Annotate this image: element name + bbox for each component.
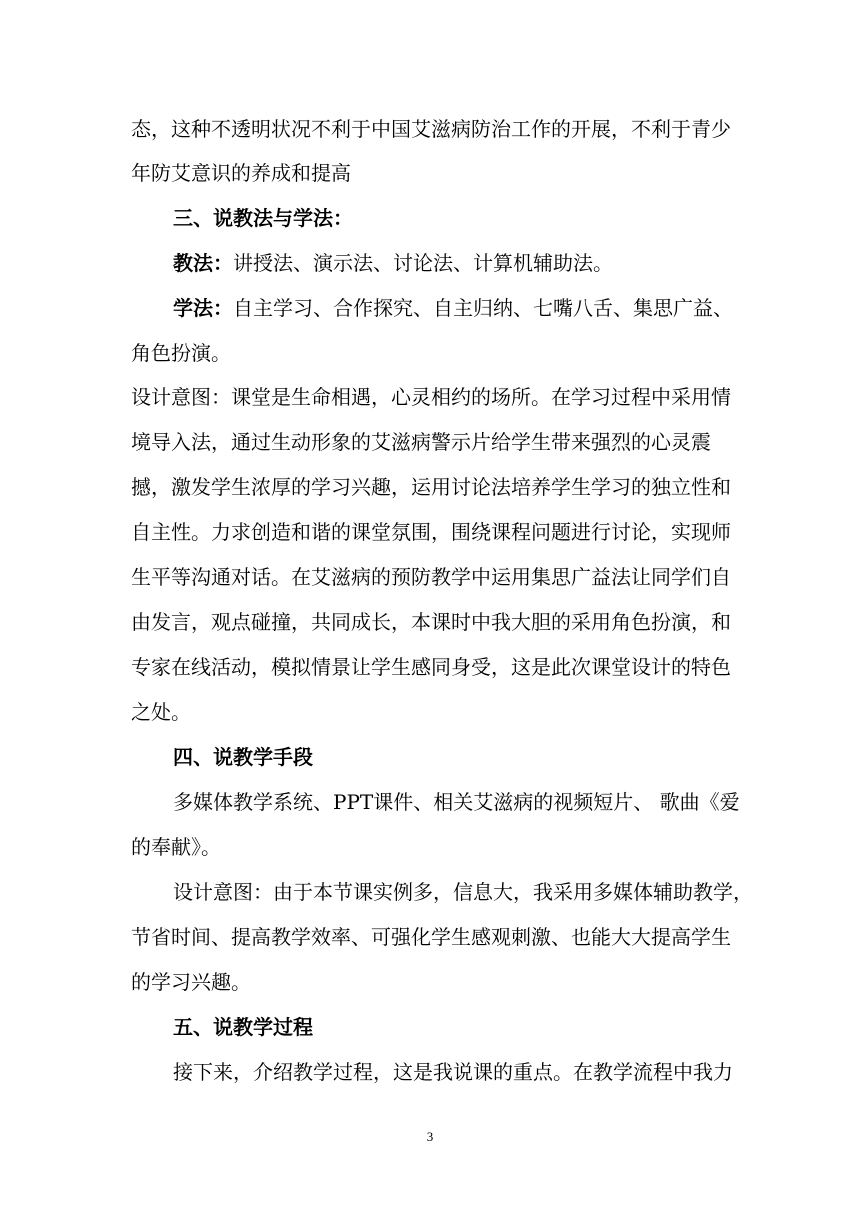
- learning-methods-label: 学法：: [173, 296, 233, 320]
- learning-methods-line: [173, 296, 775, 320]
- section-heading: 五、说教学过程: [173, 1015, 313, 1039]
- text-line: 多媒体教学系统、PPT课件、相关艾滋病的视频短片、 歌曲《爱: [173, 790, 740, 814]
- text-line: 的奉献》。: [131, 835, 221, 859]
- text-line: 撼，激发学生浓厚的学习兴趣，运用讨论法培养学生学习的独立性和: [131, 475, 731, 499]
- text-line: 态，这种不透明状况不利于中国艾滋病防治工作的开展，不利于青少: [131, 117, 731, 141]
- section-heading: 四、说教学手段: [173, 745, 313, 769]
- text-line: 节省时间、提高教学效率、可强化学生感观刺激、也能大大提高学生: [131, 925, 731, 949]
- text-line: 角色扮演。: [131, 341, 231, 365]
- text-line: 专家在线活动，模拟情景让学生感同身受，这是此次课堂设计的特色: [131, 655, 731, 679]
- learning-methods-text: 自主学习、合作探究、自主归纳、七嘴八舌、集思广益、: [233, 296, 733, 320]
- text-line: 境导入法，通过生动形象的艾滋病警示片给学生带来强烈的心灵震: [131, 430, 711, 454]
- text-line: 之处。: [131, 700, 191, 724]
- text-line: 设计意图：课堂是生命相遇，心灵相约的场所。在学习过程中采用情: [131, 385, 731, 409]
- text-line: 的学习兴趣。: [131, 970, 251, 994]
- teaching-methods-line: [173, 251, 775, 275]
- text-line: 年防艾意识的养成和提高: [131, 161, 351, 185]
- section-heading: 三、说教法与学法：: [173, 206, 353, 230]
- teaching-methods-text: 讲授法、演示法、讨论法、计算机辅助法。: [233, 251, 613, 275]
- text-line: 由发言，观点碰撞，共同成长，本课时中我大胆的采用角色扮演，和: [131, 610, 731, 634]
- text-line: 自主性。力求创造和谐的课堂氛围，围绕课程问题进行讨论，实现师: [131, 520, 731, 544]
- text-line: 接下来，介绍教学过程，这是我说课的重点。在教学流程中我力: [173, 1060, 733, 1084]
- page-number: 3: [426, 1129, 434, 1144]
- teaching-methods-label: 教法：: [173, 251, 233, 275]
- text-line: 设计意图：由于本节课实例多，信息大，我采用多媒体辅助教学，: [173, 880, 753, 904]
- text-line: 生平等沟通对话。在艾滋病的预防教学中运用集思广益法让同学们自: [131, 565, 731, 589]
